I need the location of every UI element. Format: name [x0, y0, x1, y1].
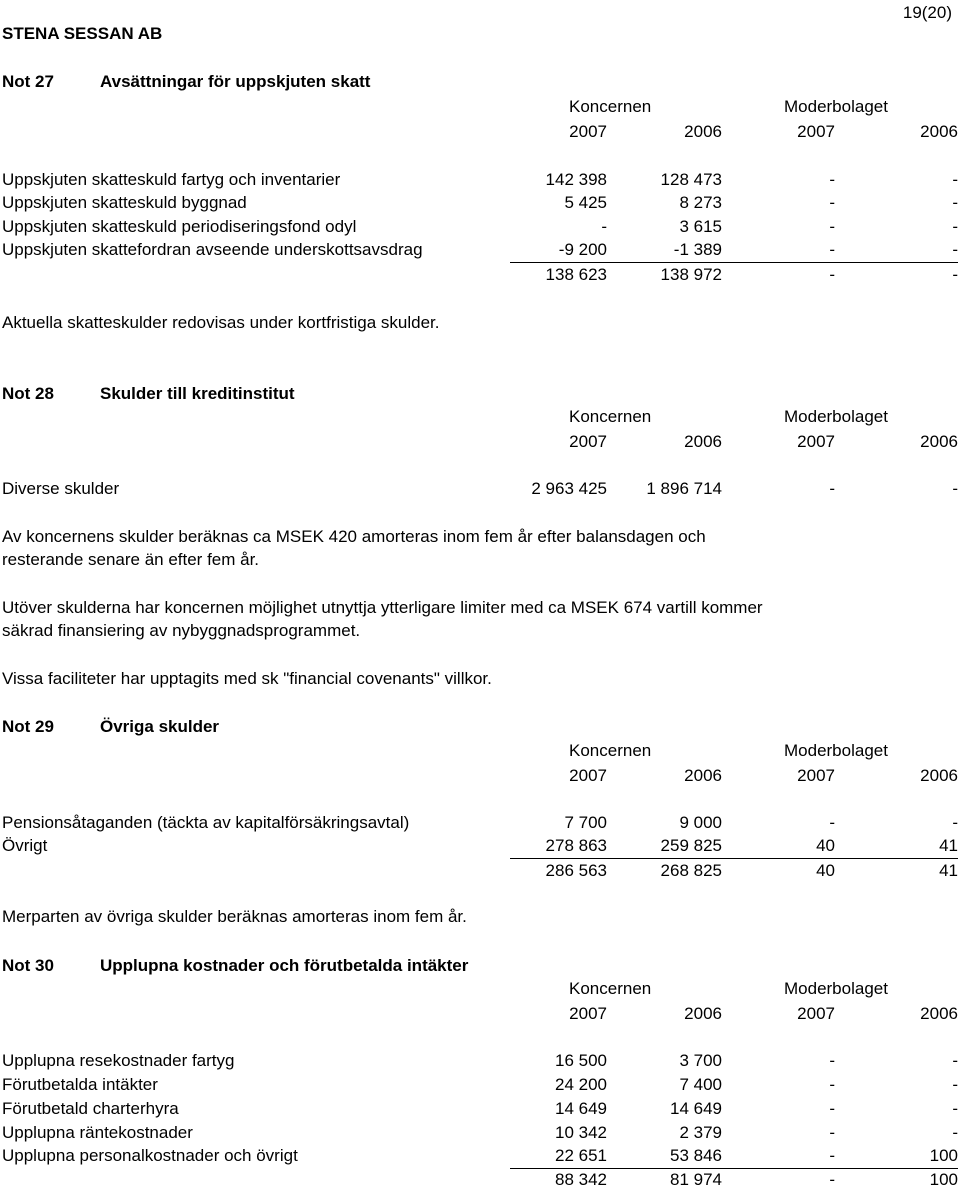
column-year: 2006 — [684, 1004, 722, 1023]
column-year: 2007 — [797, 1004, 835, 1023]
total-value: 100 — [929, 1170, 958, 1189]
note-number: Not 27 — [2, 72, 54, 91]
cell-value: 24 200 — [555, 1075, 607, 1094]
cell-value: - — [952, 1123, 958, 1142]
cell-value: 10 342 — [555, 1123, 607, 1142]
total-value: 88 342 — [555, 1170, 607, 1189]
column-year: 2007 — [569, 766, 607, 785]
note-title: Avsättningar för uppskjuten skatt — [100, 72, 371, 91]
cell-value: 7 400 — [679, 1075, 722, 1094]
cell-value: 7 700 — [564, 813, 607, 832]
cell-value: - — [829, 170, 835, 189]
total-value: - — [829, 1170, 835, 1189]
note-title: Upplupna kostnader och förutbetalda intäkter — [100, 956, 469, 975]
note-text: Aktuella skatteskulder redovisas under kortfristiga skulder. — [2, 313, 440, 332]
cell-value: - — [952, 217, 958, 236]
row-label: Uppskjuten skatteskuld periodiseringsfond odyl — [2, 217, 357, 236]
row-label: Pensionsåtaganden (täckta av kapitalförsäkringsavtal) — [2, 813, 410, 832]
column-group-moderbolaget: Moderbolaget — [784, 407, 888, 426]
cell-value: 16 500 — [555, 1051, 607, 1070]
total-value: 138 623 — [545, 265, 607, 284]
cell-value: 1 896 714 — [646, 479, 722, 498]
column-year: 2006 — [684, 122, 722, 141]
cell-value: 9 000 — [679, 813, 722, 832]
cell-value: -9 200 — [558, 240, 607, 259]
cell-value: 22 651 — [555, 1146, 607, 1165]
total-value: 81 974 — [670, 1170, 722, 1189]
row-label: Upplupna resekostnader fartyg — [2, 1051, 235, 1070]
note-text: Merparten av övriga skulder beräknas amorteras inom fem år. — [2, 907, 467, 926]
column-year: 2006 — [920, 432, 958, 451]
sum-rule — [510, 858, 958, 859]
cell-value: - — [829, 1099, 835, 1118]
note-title: Skulder till kreditinstitut — [100, 384, 295, 403]
cell-value: 14 649 — [670, 1099, 722, 1118]
cell-value: - — [952, 170, 958, 189]
cell-value: - — [829, 193, 835, 212]
column-year: 2006 — [920, 766, 958, 785]
column-year: 2006 — [684, 432, 722, 451]
cell-value: 2 963 425 — [531, 479, 607, 498]
cell-value: 14 649 — [555, 1099, 607, 1118]
cell-value: - — [952, 479, 958, 498]
column-group-moderbolaget: Moderbolaget — [784, 97, 888, 116]
cell-value: 2 379 — [679, 1123, 722, 1142]
cell-value: - — [829, 479, 835, 498]
total-value: - — [952, 265, 958, 284]
cell-value: - — [829, 1075, 835, 1094]
cell-value: 278 863 — [545, 836, 607, 855]
total-value: 41 — [939, 861, 958, 880]
row-label: Uppskjuten skatteskuld fartyg och inventarier — [2, 170, 341, 189]
column-group-koncernen: Koncernen — [569, 97, 652, 116]
cell-value: - — [952, 813, 958, 832]
cell-value: 8 273 — [679, 193, 722, 212]
row-label: Övrigt — [2, 836, 48, 855]
paragraph-line: säkrad finansiering av nybyggnadsprogrammet. — [2, 621, 361, 640]
column-year: 2007 — [797, 432, 835, 451]
column-year: 2007 — [569, 122, 607, 141]
paragraph-line: Vissa faciliteter har upptagits med sk "financial covenants" villkor. — [2, 669, 492, 688]
row-label: Upplupna räntekostnader — [2, 1123, 193, 1142]
total-value: 138 972 — [660, 265, 722, 284]
note-title: Övriga skulder — [100, 717, 220, 736]
cell-value: -1 389 — [673, 240, 722, 259]
cell-value: - — [601, 217, 607, 236]
paragraph-line: Av koncernens skulder beräknas ca MSEK 420 amorteras inom fem år efter balansdagen och — [2, 527, 706, 546]
cell-value: - — [829, 813, 835, 832]
column-group-moderbolaget: Moderbolaget — [784, 979, 888, 998]
cell-value: - — [829, 217, 835, 236]
column-year: 2006 — [684, 766, 722, 785]
cell-value: 5 425 — [564, 193, 607, 212]
total-value: 286 563 — [545, 861, 607, 880]
column-year: 2007 — [569, 432, 607, 451]
cell-value: - — [952, 240, 958, 259]
total-value: 268 825 — [660, 861, 722, 880]
cell-value: - — [829, 1123, 835, 1142]
cell-value: - — [952, 1099, 958, 1118]
row-label: Uppskjuten skatteskuld byggnad — [2, 193, 247, 212]
cell-value: 3 615 — [679, 217, 722, 236]
page-number: 19(20) — [902, 3, 952, 22]
cell-value: 142 398 — [545, 170, 607, 189]
column-year: 2007 — [797, 122, 835, 141]
row-label: Upplupna personalkostnader och övrigt — [2, 1146, 298, 1165]
row-label: Diverse skulder — [2, 479, 120, 498]
cell-value: 40 — [816, 836, 835, 855]
column-group-koncernen: Koncernen — [569, 979, 652, 998]
row-label: Förutbetald charterhyra — [2, 1099, 179, 1118]
paragraph-line: Utöver skulderna har koncernen möjlighet utnyttja ytterligare limiter med ca MSEK 674 vartill kommer — [2, 598, 763, 617]
cell-value: - — [829, 1146, 835, 1165]
sum-rule — [510, 1168, 958, 1169]
cell-value: - — [829, 240, 835, 259]
cell-value: 128 473 — [660, 170, 722, 189]
cell-value: 100 — [929, 1146, 958, 1165]
column-group-koncernen: Koncernen — [569, 741, 652, 760]
cell-value: 3 700 — [679, 1051, 722, 1070]
column-year: 2006 — [920, 1004, 958, 1023]
column-year: 2007 — [569, 1004, 607, 1023]
row-label: Uppskjuten skattefordran avseende underskottsavsdrag — [2, 240, 423, 259]
column-year: 2007 — [797, 766, 835, 785]
column-year: 2006 — [920, 122, 958, 141]
column-group-koncernen: Koncernen — [569, 407, 652, 426]
cell-value: 53 846 — [670, 1146, 722, 1165]
note-number: Not 28 — [2, 384, 54, 403]
note-number: Not 30 — [2, 956, 54, 975]
total-value: 40 — [816, 861, 835, 880]
note-number: Not 29 — [2, 717, 54, 736]
company-name: STENA SESSAN AB — [2, 24, 163, 43]
cell-value: - — [952, 193, 958, 212]
column-group-moderbolaget: Moderbolaget — [784, 741, 888, 760]
cell-value: - — [952, 1051, 958, 1070]
total-value: - — [829, 265, 835, 284]
row-label: Förutbetalda intäkter — [2, 1075, 158, 1094]
cell-value: 41 — [939, 836, 958, 855]
sum-rule — [510, 262, 958, 263]
cell-value: 259 825 — [660, 836, 722, 855]
paragraph-line: resterande senare än efter fem år. — [2, 550, 260, 569]
cell-value: - — [952, 1075, 958, 1094]
cell-value: - — [829, 1051, 835, 1070]
